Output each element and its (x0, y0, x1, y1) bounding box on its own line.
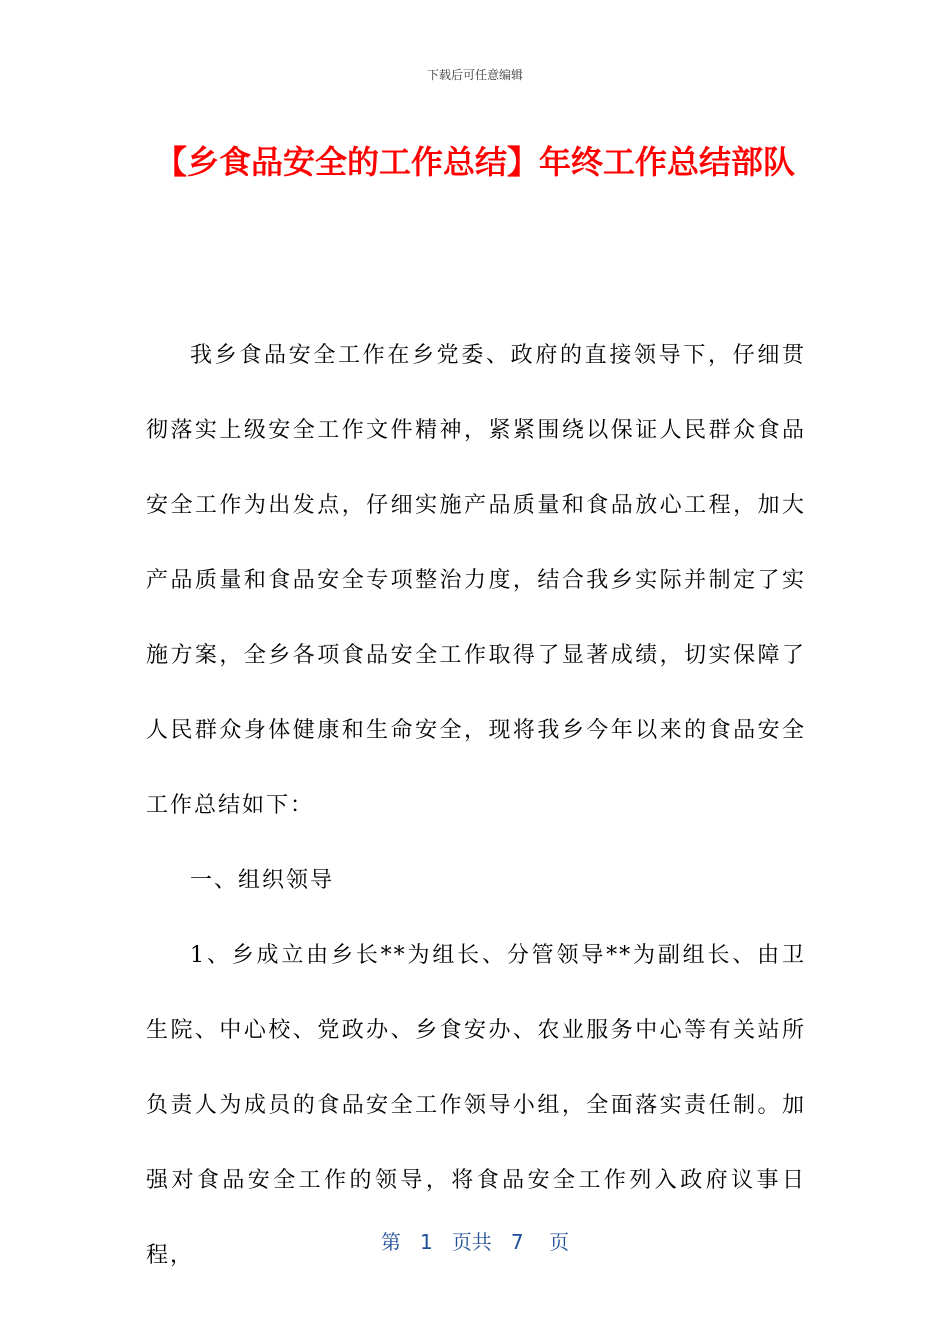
page-footer (0, 1226, 950, 1255)
document-body (146, 318, 806, 1293)
header-note: 下载后可任意编辑 (426, 68, 523, 82)
footer-total-pages: 7 (510, 1230, 524, 1254)
footer-page-middle: 页共 (451, 1230, 492, 1254)
footer-page-number: 1 (420, 1230, 433, 1254)
document-title: 【乡食品安全的工作总结】年终工作总结部队 (154, 143, 795, 181)
paragraph-intro: 我乡食品安全工作在乡党委、政府的直接领导下，仔细贯彻落实上级安全工作文件精神，紧紧围绕以保证人民群众食品安全工作为出发点，仔细实施产品质量和食品放心工程，加大产品质量和食品安全专项整治力度，结合我乡实际并制定了实施方案，全乡各项食品安全工作取得了显著成绩，切实保障了人民群众身体健康和生命安全，现将我乡今年以来的食品安全工作总结如下： (146, 343, 806, 818)
footer-page-prefix: 第 (380, 1230, 401, 1254)
paragraph-item-1: 1、乡成立由乡长**为组长、分管领导**为副组长、由卫生院、中心校、党政办、乡食安办、农业服务中心等有关站所负责人为成员的食品安全工作领导小组，全面落实责任制。加强对食品安全工作的领导，将食品安全工作列入政府议事日程， (146, 943, 806, 1268)
footer-page-suffix: 页 (549, 1230, 570, 1254)
section-heading-organization: 一、组织领导 (190, 868, 335, 893)
